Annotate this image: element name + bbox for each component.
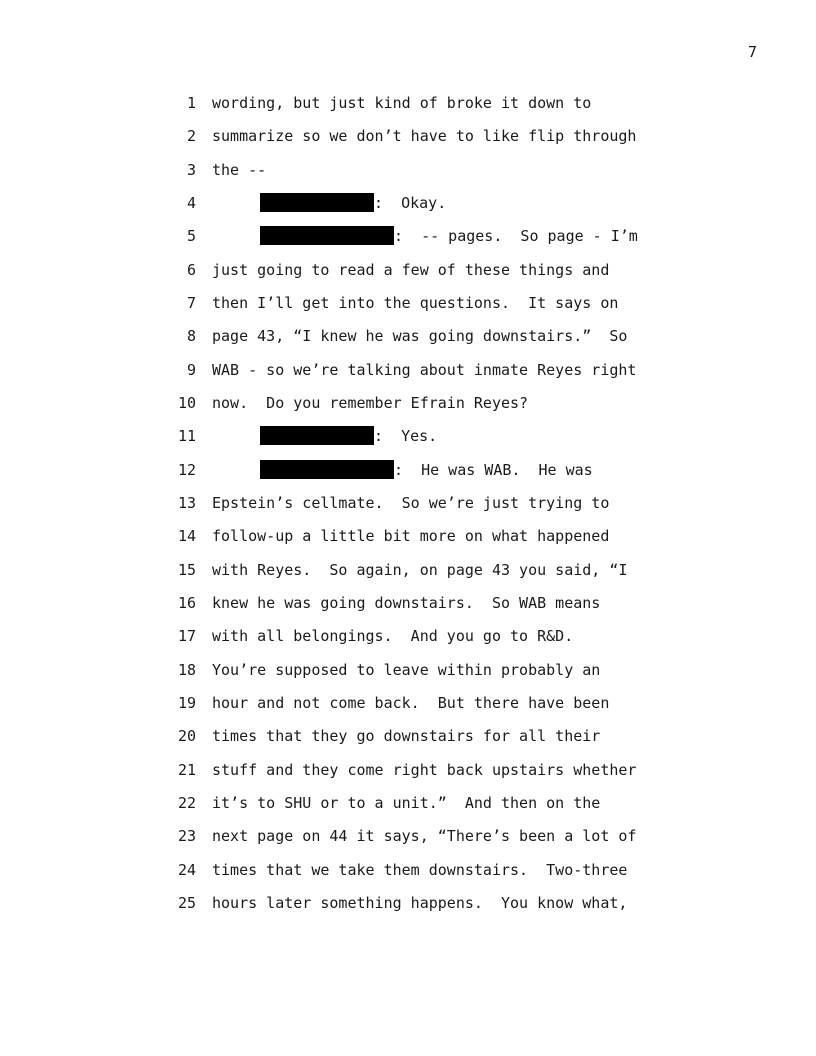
transcript-line	[0, 760, 816, 793]
line-text: next page on 44 it says, “There’s been a lot of	[212, 827, 637, 846]
line-number: 13	[177, 493, 196, 512]
transcript-line	[0, 393, 816, 426]
transcript-line	[0, 893, 816, 926]
line-text: then I’ll get into the questions. It says on	[212, 293, 619, 312]
line-text: You’re supposed to leave within probably an	[212, 660, 601, 679]
transcript-line	[0, 493, 816, 526]
line-text: with Reyes. So again, on page 43 you said, “I	[212, 560, 628, 579]
speaker-text: : Okay.	[374, 193, 447, 212]
line-number: 25	[177, 893, 196, 912]
speaker-line	[260, 193, 446, 213]
redaction-block	[260, 426, 374, 445]
transcript-line	[0, 126, 816, 159]
transcript-line	[0, 260, 816, 293]
line-text: the --	[212, 160, 267, 179]
line-text: stuff and they come right back upstairs whether	[212, 760, 637, 779]
line-number: 18	[177, 660, 196, 679]
line-number: 8	[186, 327, 196, 346]
line-text: wording, but just kind of broke it down to	[212, 94, 592, 112]
speaker-line	[260, 226, 638, 246]
line-number: 24	[177, 860, 196, 879]
line-number: 15	[177, 560, 196, 579]
transcript-line	[0, 226, 816, 259]
line-text: with all belongings. And you go to R&D.	[212, 627, 574, 646]
line-text: just going to read a few of these things and	[212, 260, 610, 279]
transcript-line	[0, 826, 816, 859]
transcript-line	[0, 526, 816, 559]
line-text: times that we take them downstairs. Two-three	[212, 860, 628, 879]
transcript-line	[0, 360, 816, 393]
transcript-line	[0, 160, 816, 193]
line-number: 19	[177, 693, 196, 712]
redaction-block	[260, 193, 374, 212]
line-number: 20	[177, 727, 196, 746]
transcript-line	[0, 860, 816, 893]
line-number: 12	[177, 460, 196, 479]
line-text: times that they go downstairs for all their	[212, 727, 601, 746]
transcript-line	[0, 460, 816, 493]
transcript-line	[0, 593, 816, 626]
line-number: 2	[186, 127, 196, 146]
line-number: 14	[177, 527, 196, 546]
redaction-block	[260, 226, 394, 245]
transcript-line	[0, 726, 816, 759]
speaker-text: : Yes.	[374, 427, 438, 446]
transcript-line	[0, 660, 816, 693]
transcript-body	[0, 93, 816, 926]
transcript-line	[0, 193, 816, 226]
transcript-line	[0, 326, 816, 359]
line-number: 7	[186, 293, 196, 312]
line-number: 1	[186, 94, 196, 112]
line-number: 10	[177, 393, 196, 412]
line-number: 11	[177, 427, 196, 446]
line-text: summarize so we don’t have to like flip through	[212, 127, 637, 146]
transcript-line	[0, 693, 816, 726]
transcript-line	[0, 793, 816, 826]
transcript-line	[0, 560, 816, 593]
line-text: page 43, “I knew he was going downstairs.” So	[212, 327, 628, 346]
line-text: knew he was going downstairs. So WAB means	[212, 593, 601, 612]
line-number: 22	[177, 793, 196, 812]
line-text: it’s to SHU or to a unit.” And then on the	[212, 793, 601, 812]
transcript-line	[0, 626, 816, 659]
line-number: 16	[177, 593, 196, 612]
line-number: 23	[177, 827, 196, 846]
transcript-line	[0, 293, 816, 326]
speaker-text: : -- pages. So page - I’m	[394, 227, 638, 246]
line-number: 4	[186, 193, 196, 212]
line-text: hours later something happens. You know what,	[212, 893, 628, 912]
speaker-line	[260, 460, 593, 480]
line-text: WAB - so we’re talking about inmate Reyes right	[212, 360, 637, 379]
line-number: 3	[186, 160, 196, 179]
speaker-text: : He was WAB. He was	[394, 460, 593, 479]
line-number: 21	[177, 760, 196, 779]
line-text: follow-up a little bit more on what happened	[212, 527, 610, 546]
transcript-line	[0, 426, 816, 459]
transcript-line	[0, 93, 816, 126]
line-number: 6	[186, 260, 196, 279]
redaction-block	[260, 460, 394, 479]
page-number: 7	[748, 43, 758, 61]
line-text: hour and not come back. But there have been	[212, 693, 610, 712]
line-number: 5	[186, 227, 196, 246]
line-text: now. Do you remember Efrain Reyes?	[212, 393, 529, 412]
line-number: 9	[186, 360, 196, 379]
line-text: Epstein’s cellmate. So we’re just trying to	[212, 493, 610, 512]
line-number: 17	[177, 627, 196, 646]
speaker-line	[260, 426, 437, 446]
